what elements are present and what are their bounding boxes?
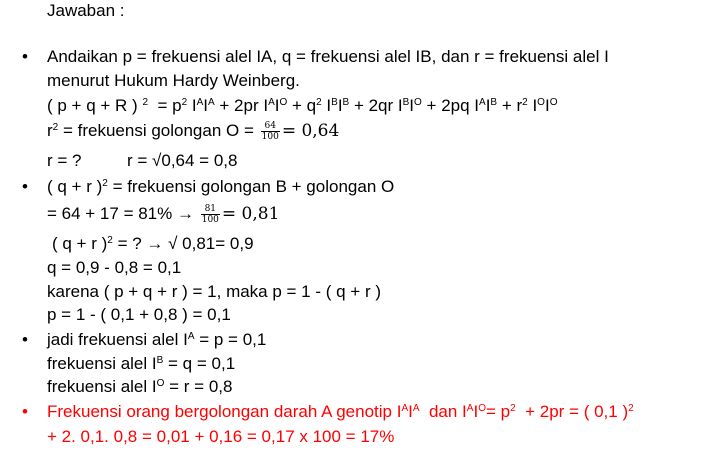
b2-line2: = 64 + 17 = 81% → $\frac{81}{100}$ = 0,81	[47, 204, 280, 226]
r-value: r = √0,64 = 0,8	[127, 151, 238, 170]
b1-line2: menurut Hukum Hardy Weinberg.	[47, 71, 300, 90]
r-question: r = ?	[47, 151, 82, 170]
b4-line1: Frekuensi orang bergolongan darah A genotip $I^AI^A$ dan $I^AI^O= p^2 + 2pr$ = ( 0,1 )$^2$	[47, 402, 634, 421]
b3-line3: frekuensi alel $I^O = r = 0,8$	[47, 377, 233, 396]
bullet-1: •	[22, 47, 28, 66]
b3-line1: jadi frekuensi alel $I^A = p = 0,1$	[47, 330, 267, 349]
b4-line2: + 2. 0,1. 0,8 = 0,01 + 0,16 = 0,17 x 100 = 17%	[47, 427, 395, 446]
b1-line1: Andaikan p = frekuensi alel IA, q = frekuensi alel IB, dan r = frekuensi alel I	[47, 47, 609, 66]
heading: Jawaban :	[47, 1, 125, 20]
b2-line1: ( q + r )$^2$ = frekuensi golongan B + golongan O	[47, 177, 395, 196]
bullet-4: •	[22, 402, 28, 421]
b2-line5: karena ( p + q + r ) = 1, maka p = 1 - ( q + r )	[47, 282, 382, 301]
b2-line6: p = 1 - ( 0,1 + 0,8 ) = 0,1	[47, 305, 231, 324]
bullet-2: •	[22, 177, 28, 196]
hardy-weinberg-equation: ( p + q + R ) $^2 = p^2$ $I^AI^A + 2pr$ $I^AI^O + q^2$ $I^BI^B + 2qr$ $I^BI^O + 2pq$ $I^AI^B + r^2$ $I^OI^O$	[47, 96, 558, 115]
b3-line2: frekuensi alel $I^B = q = 0,1$	[47, 354, 236, 373]
fraction-81-100: $\frac{81}{100}$	[201, 204, 219, 226]
fraction-64-100: $\frac{64}{100}$	[261, 121, 279, 143]
b2-line3: ( q + r )$^2$ = ? → √ 0,81= 0,9	[52, 234, 254, 253]
bullet-3: •	[22, 330, 28, 349]
r-squared-line: $r^2$ = frekuensi golongan O = $\frac{64}{100}$ = 0,64	[47, 121, 340, 143]
b2-line4: q = 0,9 - 0,8 = 0,1	[47, 258, 182, 277]
